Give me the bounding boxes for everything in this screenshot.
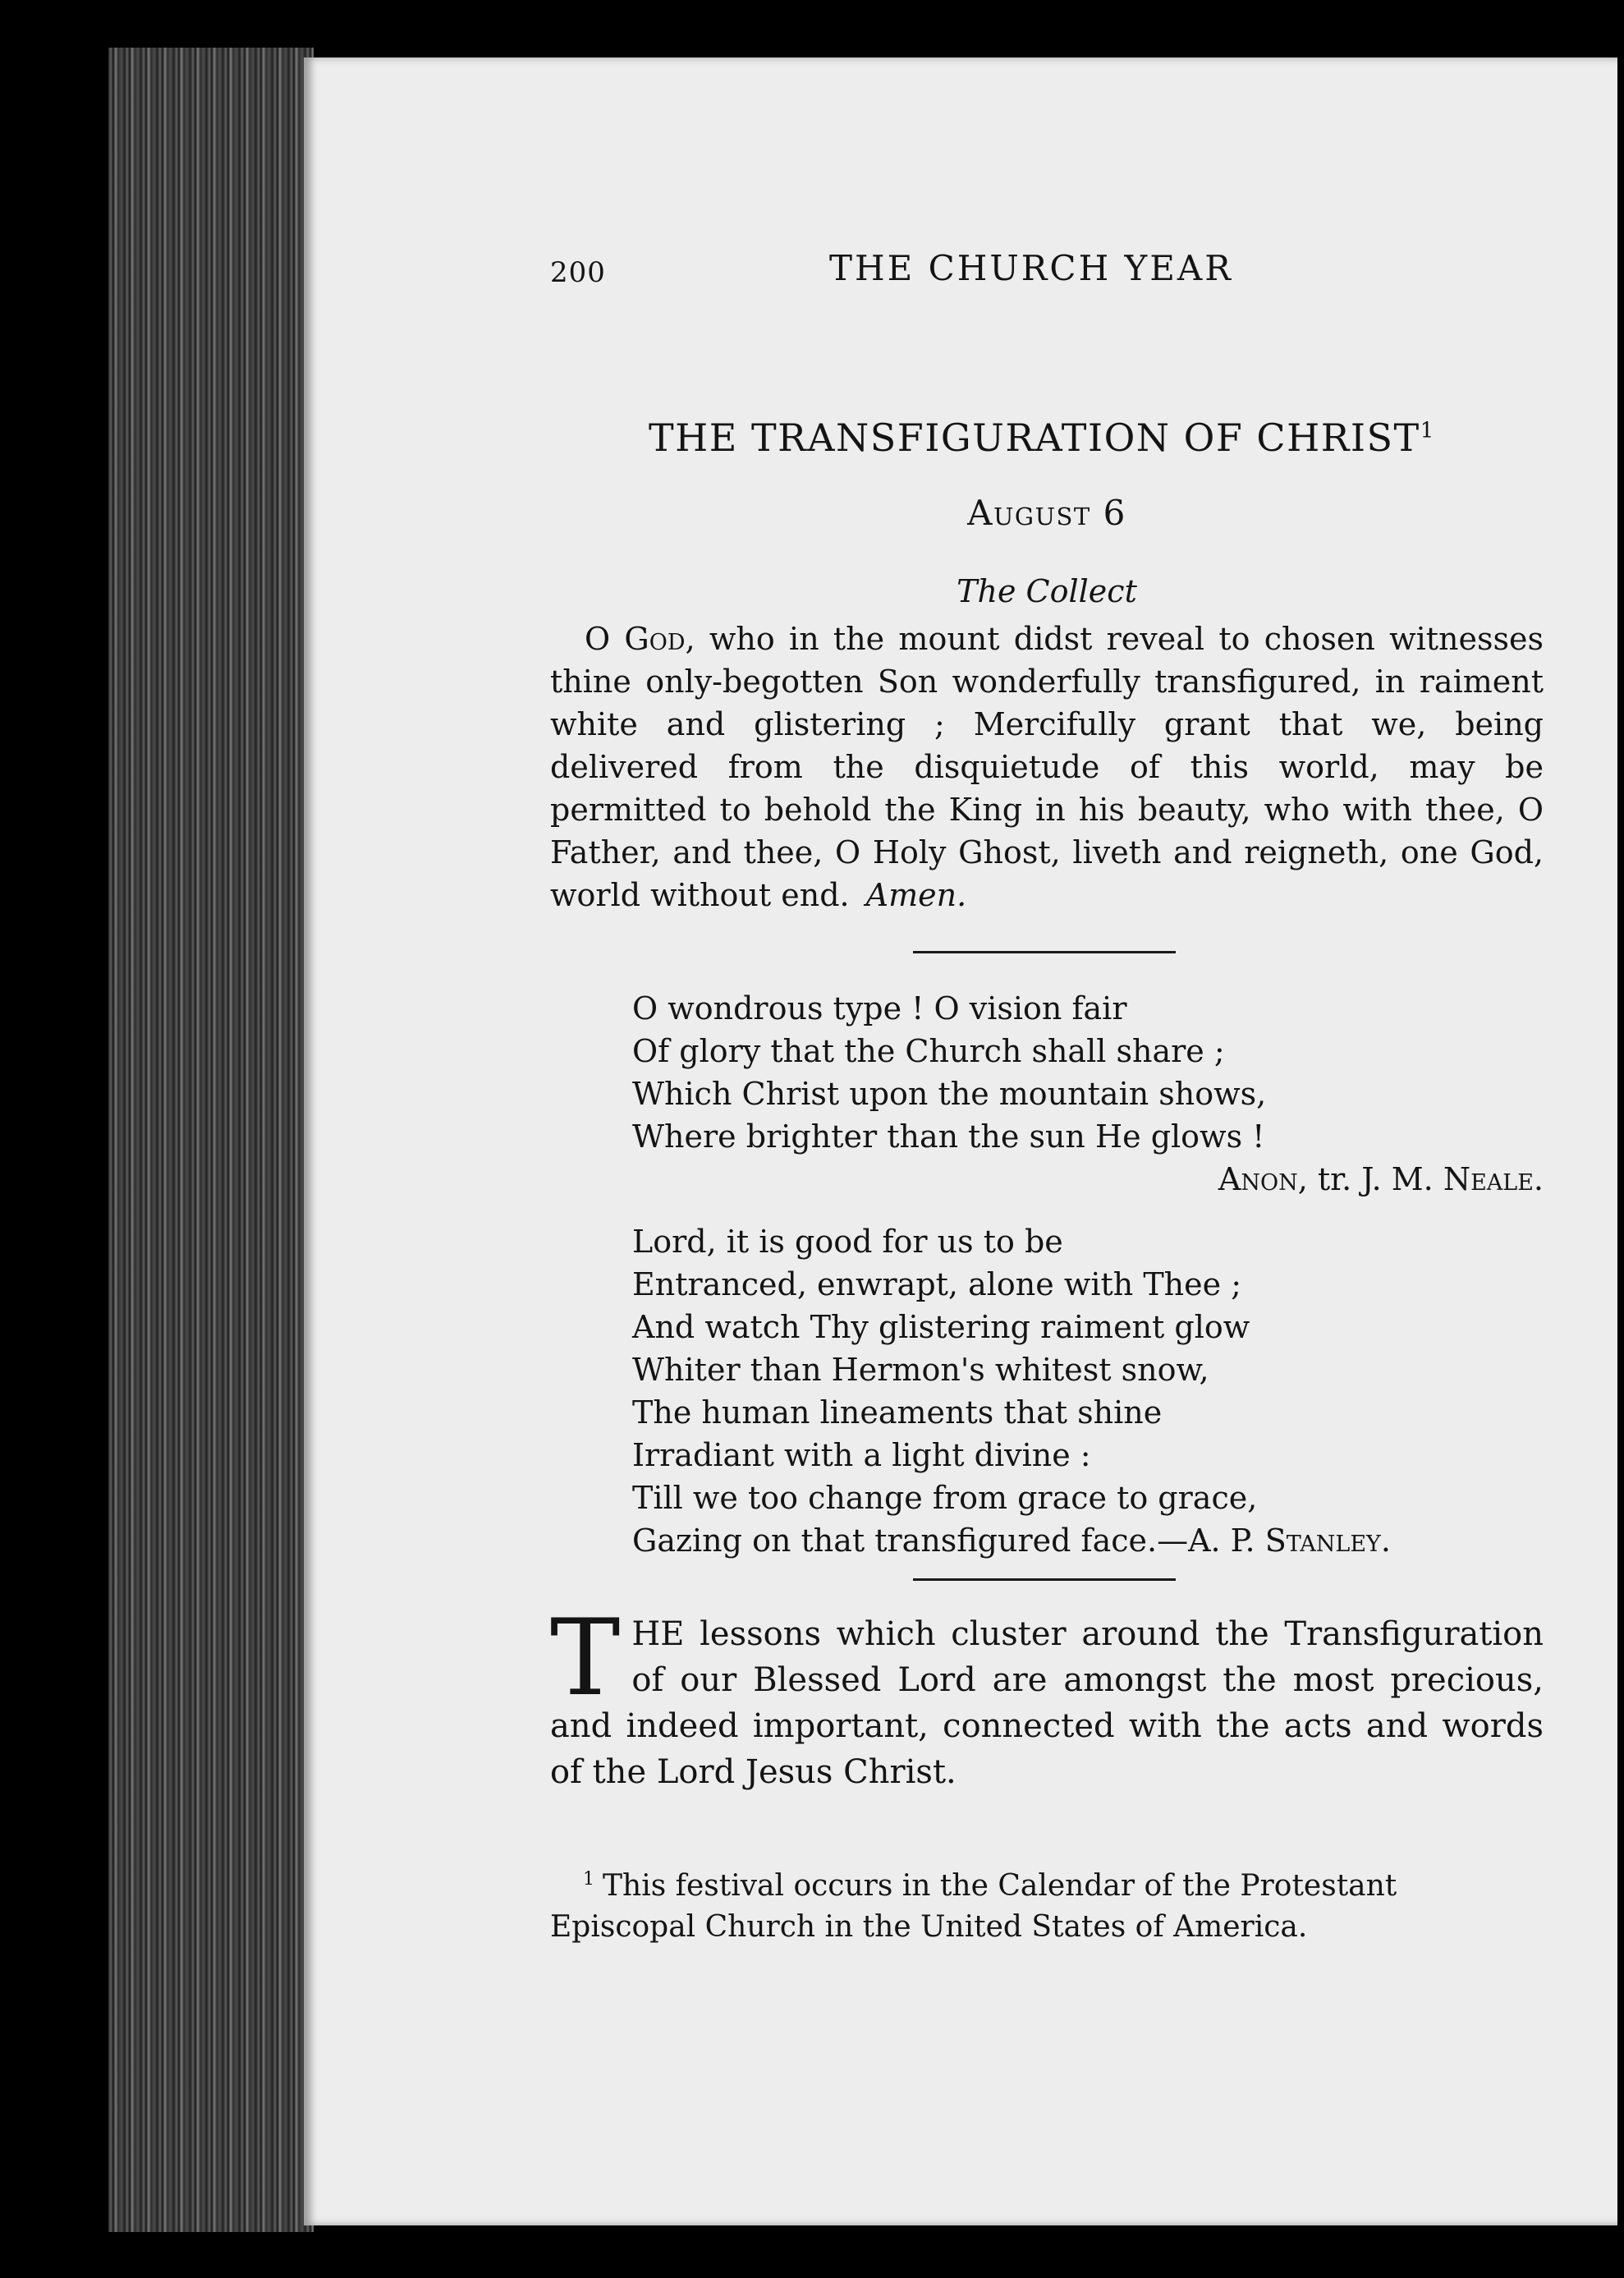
footnote-mark: 1 [583,1869,594,1890]
poem-line: The human lineaments that shine [632,1394,1163,1431]
running-head [550,248,1544,297]
poem-first-attribution [1218,1161,1544,1197]
poem-line: Which Christ upon the mountain shows, [632,1076,1267,1112]
section-divider [913,951,1176,953]
poem-second [632,1220,1391,1562]
collect-text [550,618,1544,916]
book-page-edges [108,48,314,2232]
page-number: 200 [550,256,606,289]
poem-last-line-text: Gazing on that transfigured face.—A. P. [632,1522,1265,1559]
footnote [550,1859,1544,1948]
chapter-date: August 6 [967,493,1126,533]
poem-line: Where brighter than the sun He glows ! [632,1118,1265,1155]
running-title: THE CHURCH YEAR [829,248,1233,288]
poem-line: Lord, it is good for us to be [632,1224,1063,1260]
attribution-translator: Neale. [1443,1161,1544,1197]
collect-body: , who in the mount didst reveal to chosen witnesses thine only-begotten Son wonderfully transfigured, in raiment white and glistering ; Mercifully grant that we, being delivered from the disquietude of this world, may be permitted to behold the King in his beauty, who with thee, O Father, and thee, O Holy Ghost, liveth and reigneth, one God, world without end. [550,621,1544,913]
attribution-middle: , tr. J. M. [1297,1161,1443,1197]
poem-line: Irradiant with a light divine : [632,1437,1091,1473]
chapter-title-text: THE TRANSFIGURATION OF CHRIST [649,416,1420,460]
collect-amen: Amen. [865,877,967,913]
section-divider [913,1578,1176,1581]
footnote-text: This festival occurs in the Calendar of the Protestant Episcopal Church in the United States of America. [550,1869,1397,1944]
poem-line: Entranced, enwrapt, alone with Thee ; [632,1266,1242,1302]
poem-last-line [632,1519,1391,1562]
attribution-author: Anon [1218,1161,1298,1197]
poem-line: O wondrous type ! O vision fair [632,990,1127,1026]
collect-heading: The Collect [957,573,1137,609]
poem-line: Till we too change from grace to grace, [632,1480,1258,1516]
chapter-title [649,416,1435,460]
chapter-footnote-mark: 1 [1420,418,1435,443]
body-paragraph [550,1597,1544,1795]
poem-line: Of glory that the Church shall share ; [632,1033,1225,1069]
collect-opening-word: O God [585,621,686,657]
poem-second-author: Stanley. [1264,1522,1391,1559]
drop-cap: T [550,1597,621,1720]
poem-line: Whiter than Hermon's whitest snow, [632,1352,1209,1388]
poem-line: And watch Thy glistering raiment glow [632,1309,1250,1345]
poem-first [632,987,1266,1158]
book-page [304,57,1617,2225]
body-paragraph-text: HE lessons which cluster around the Transfiguration of our Blessed Lord are amongst the most precious, and indeed important, connected with the acts and words of the Lord Jesus Christ. [550,1615,1544,1791]
